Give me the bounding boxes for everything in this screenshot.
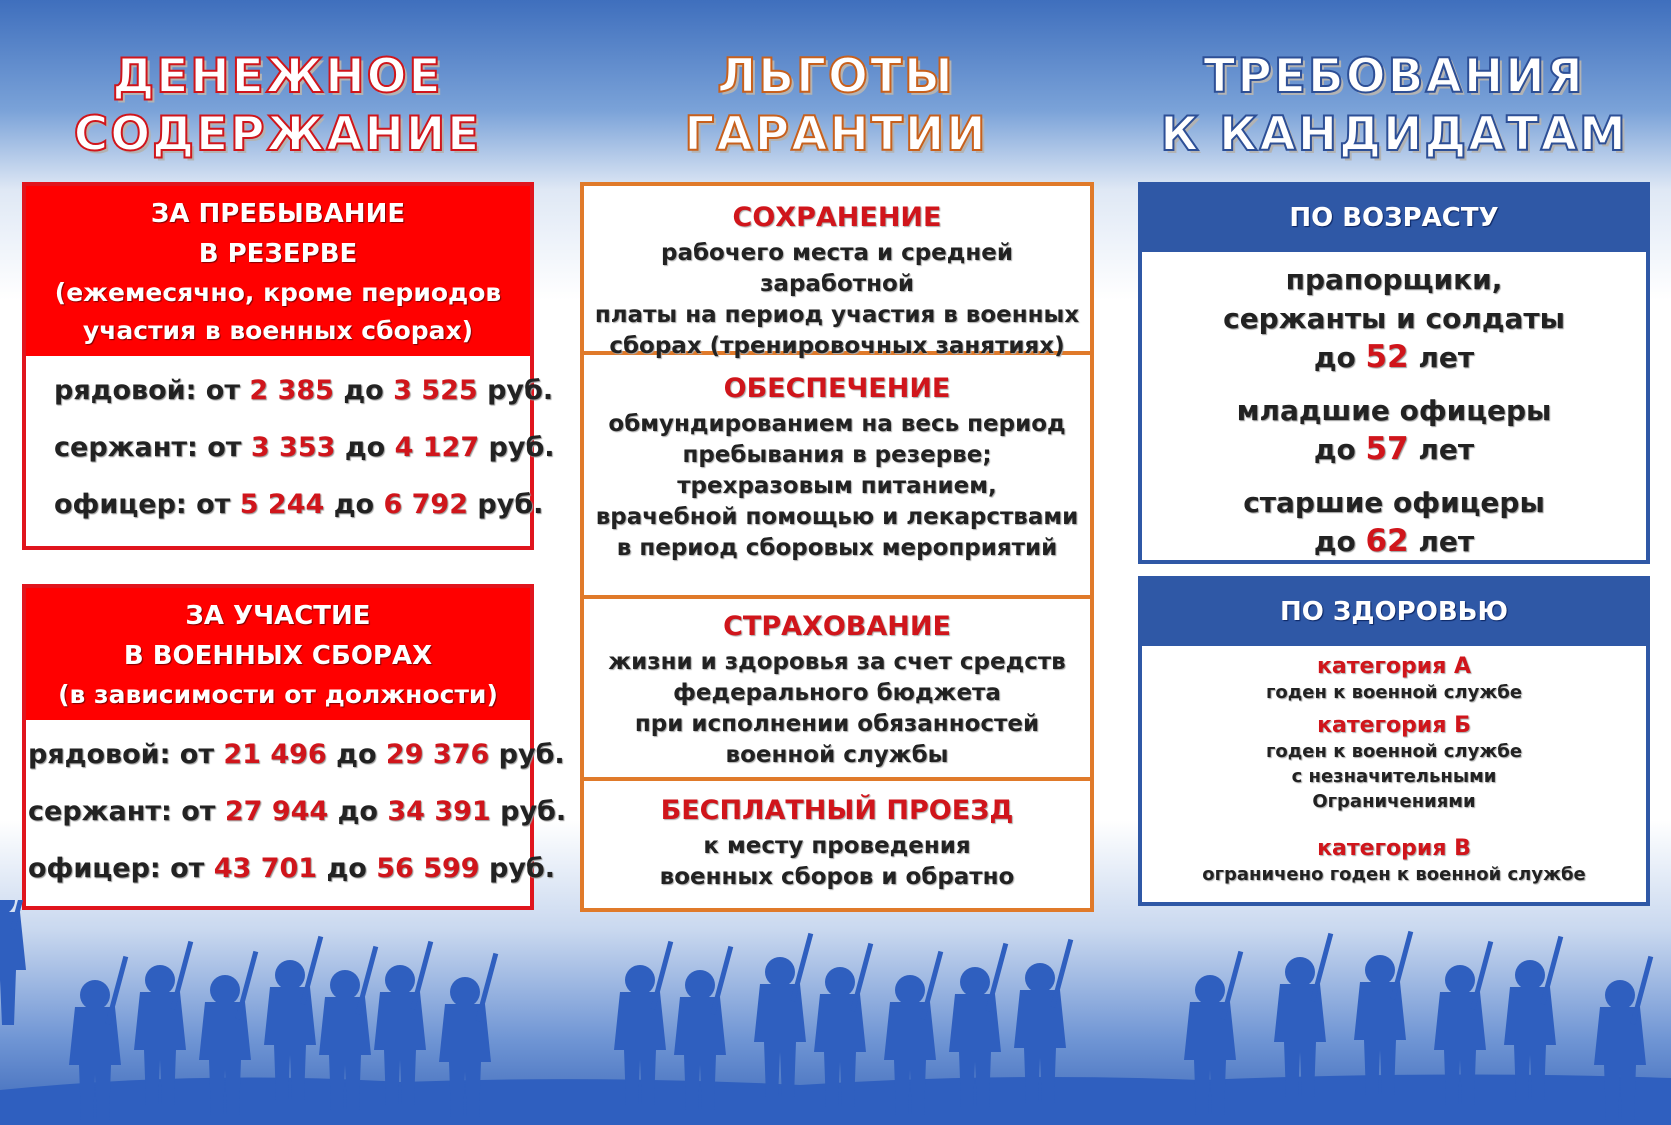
age-group-label: младшие офицеры <box>1236 394 1552 427</box>
heading-line: К КАНДИДАТАМ <box>1160 107 1628 162</box>
to-word: до <box>337 796 378 827</box>
category-name: категория А <box>1316 654 1472 679</box>
pay-max: 29 376 <box>385 739 490 770</box>
pay-row <box>40 419 555 476</box>
pay-min: 5 244 <box>239 489 325 520</box>
reserve-pay-panel <box>22 182 555 550</box>
age-group-label: сержанты и солдаты <box>1223 302 1565 335</box>
to-word: до <box>344 432 386 463</box>
age-prefix: до <box>1313 525 1356 558</box>
category-name: категория В <box>1317 836 1471 861</box>
panel-title-line: ЗА ПРЕБЫВАНИЕ <box>150 199 406 229</box>
currency-unit: руб. <box>488 432 555 463</box>
benefit-title: СОХРАНЕНИЕ <box>732 202 942 233</box>
age-suffix: лет <box>1418 433 1475 466</box>
benefit-text: федерального бюджета <box>673 680 1001 706</box>
benefit-text: к месту проведения <box>703 833 971 859</box>
reserve-pay-rows <box>26 356 555 535</box>
benefit-text: обмундированием на весь период <box>608 411 1066 437</box>
pay-max: 56 599 <box>376 853 480 884</box>
soldier-silhouettes <box>0 900 1671 1125</box>
to-word: до <box>326 853 367 884</box>
to-word: до <box>336 739 377 770</box>
panel-title-line: В ВОЕННЫХ СБОРАХ <box>123 641 433 671</box>
category-desc: с незначительными <box>1291 766 1497 787</box>
category-desc: годен к военной службе <box>1265 741 1523 762</box>
heading-benefits <box>580 48 1092 164</box>
benefit-text: сборах (тренировочных занятиях) <box>609 333 1065 359</box>
benefit-title: БЕСПЛАТНЫЙ ПРОЕЗД <box>660 795 1014 826</box>
from-word: от <box>205 375 240 406</box>
benefit-text: при исполнении обязанностей <box>634 711 1040 737</box>
benefit-text: платы на период участия в военных <box>594 302 1080 328</box>
from-word: от <box>196 489 231 520</box>
rank-label: сержант: <box>28 796 172 827</box>
rank-label: рядовой: <box>54 375 197 406</box>
panel-title-line: В РЕЗЕРВЕ <box>198 239 358 269</box>
benefit-free-travel <box>584 781 1090 908</box>
panel-title-line: ЗА УЧАСТИЕ <box>185 601 371 631</box>
panel-subtitle-line: участия в военных сборах) <box>82 316 474 345</box>
pay-max: 3 525 <box>393 375 478 406</box>
benefit-retention <box>584 186 1090 359</box>
benefit-text: врачебной помощью и лекарствами <box>595 504 1079 530</box>
age-suffix: лет <box>1418 341 1475 374</box>
age-group-label: прапорщики, <box>1285 263 1503 296</box>
benefits-panel <box>580 182 1094 912</box>
age-value: 62 <box>1365 523 1409 559</box>
pay-min: 27 944 <box>224 796 329 827</box>
training-pay-panel <box>22 584 567 910</box>
from-word: от <box>181 796 216 827</box>
health-panel-title: ПО ЗДОРОВЬЮ <box>1142 580 1646 646</box>
age-suffix: лет <box>1418 525 1475 558</box>
heading-line: СОДЕРЖАНИЕ <box>73 107 482 162</box>
currency-unit: руб. <box>489 853 556 884</box>
heading-line: ЛЬГОТЫ <box>717 49 955 104</box>
age-panel-title: ПО ВОЗРАСТУ <box>1142 186 1646 252</box>
currency-unit: руб. <box>487 375 554 406</box>
training-pay-rows <box>26 720 567 903</box>
to-word: до <box>343 375 384 406</box>
benefit-insurance <box>584 599 1090 781</box>
heading-line: ГАРАНТИИ <box>684 107 988 162</box>
benefit-text: жизни и здоровья за счет средств <box>608 649 1066 675</box>
heading-money <box>20 48 535 164</box>
age-group <box>1142 391 1646 469</box>
currency-unit: руб. <box>500 796 567 827</box>
health-category <box>1142 654 1646 705</box>
from-word: от <box>207 432 242 463</box>
pay-row <box>40 476 544 533</box>
age-group-label: старшие офицеры <box>1243 486 1545 519</box>
age-group <box>1142 260 1646 377</box>
pay-min: 21 496 <box>223 739 327 770</box>
pay-max: 34 391 <box>387 796 491 827</box>
reserve-pay-header <box>26 186 530 356</box>
category-desc: годен к военной службе <box>1265 682 1523 703</box>
benefit-provision <box>584 355 1090 599</box>
heading-line: ДЕНЕЖНОЕ <box>112 49 443 104</box>
pay-row <box>40 362 554 419</box>
to-word: до <box>333 489 375 520</box>
heading-line: ТРЕБОВАНИЯ <box>1203 49 1585 104</box>
heading-requirements <box>1138 48 1650 164</box>
pay-max: 6 792 <box>383 489 468 520</box>
panel-subtitle-line: (ежемесячно, кроме периодов <box>54 278 502 307</box>
age-limit <box>1142 338 1646 377</box>
age-group <box>1142 483 1646 561</box>
benefit-title: СТРАХОВАНИЕ <box>723 611 951 642</box>
age-value: 52 <box>1365 339 1409 375</box>
pay-row <box>28 783 567 840</box>
age-requirements-panel <box>1138 182 1650 564</box>
from-word: от <box>170 853 205 884</box>
pay-min: 43 701 <box>213 853 318 884</box>
age-prefix: до <box>1313 433 1356 466</box>
health-category <box>1142 836 1646 887</box>
panel-subtitle-line: (в зависимости от должности) <box>58 680 498 709</box>
age-limit <box>1142 522 1646 561</box>
training-pay-header <box>26 588 530 720</box>
age-groups <box>1142 252 1646 561</box>
benefit-text: в период сборовых мероприятий <box>616 535 1058 561</box>
age-limit <box>1142 430 1646 469</box>
pay-min: 2 385 <box>249 375 334 406</box>
health-requirements-panel <box>1138 576 1650 906</box>
from-word: от <box>179 739 214 770</box>
category-desc: Ограничениями <box>1312 791 1476 812</box>
pay-min: 3 353 <box>250 432 336 463</box>
age-prefix: до <box>1313 341 1356 374</box>
currency-unit: руб. <box>498 739 565 770</box>
benefit-text: военной службы <box>725 742 949 768</box>
rank-label: рядовой: <box>28 739 171 770</box>
benefit-title: ОБЕСПЕЧЕНИЕ <box>723 373 951 404</box>
category-name: категория Б <box>1317 713 1471 738</box>
benefit-text: военных сборов и обратно <box>659 864 1015 890</box>
age-value: 57 <box>1365 431 1409 467</box>
currency-unit: руб. <box>477 489 544 520</box>
rank-label: офицер: <box>28 853 161 884</box>
category-desc: ограничено годен к военной службе <box>1202 864 1586 885</box>
pay-row <box>28 726 565 783</box>
rank-label: офицер: <box>54 489 187 520</box>
benefit-text: пребывания в резерве; <box>682 442 992 468</box>
health-category <box>1142 713 1646 814</box>
benefit-text: рабочего места и средней заработной <box>661 240 1013 297</box>
benefit-text: трехразовым питанием, <box>677 473 997 499</box>
pay-max: 4 127 <box>394 432 480 463</box>
rank-label: сержант: <box>54 432 198 463</box>
pay-row <box>28 840 556 897</box>
